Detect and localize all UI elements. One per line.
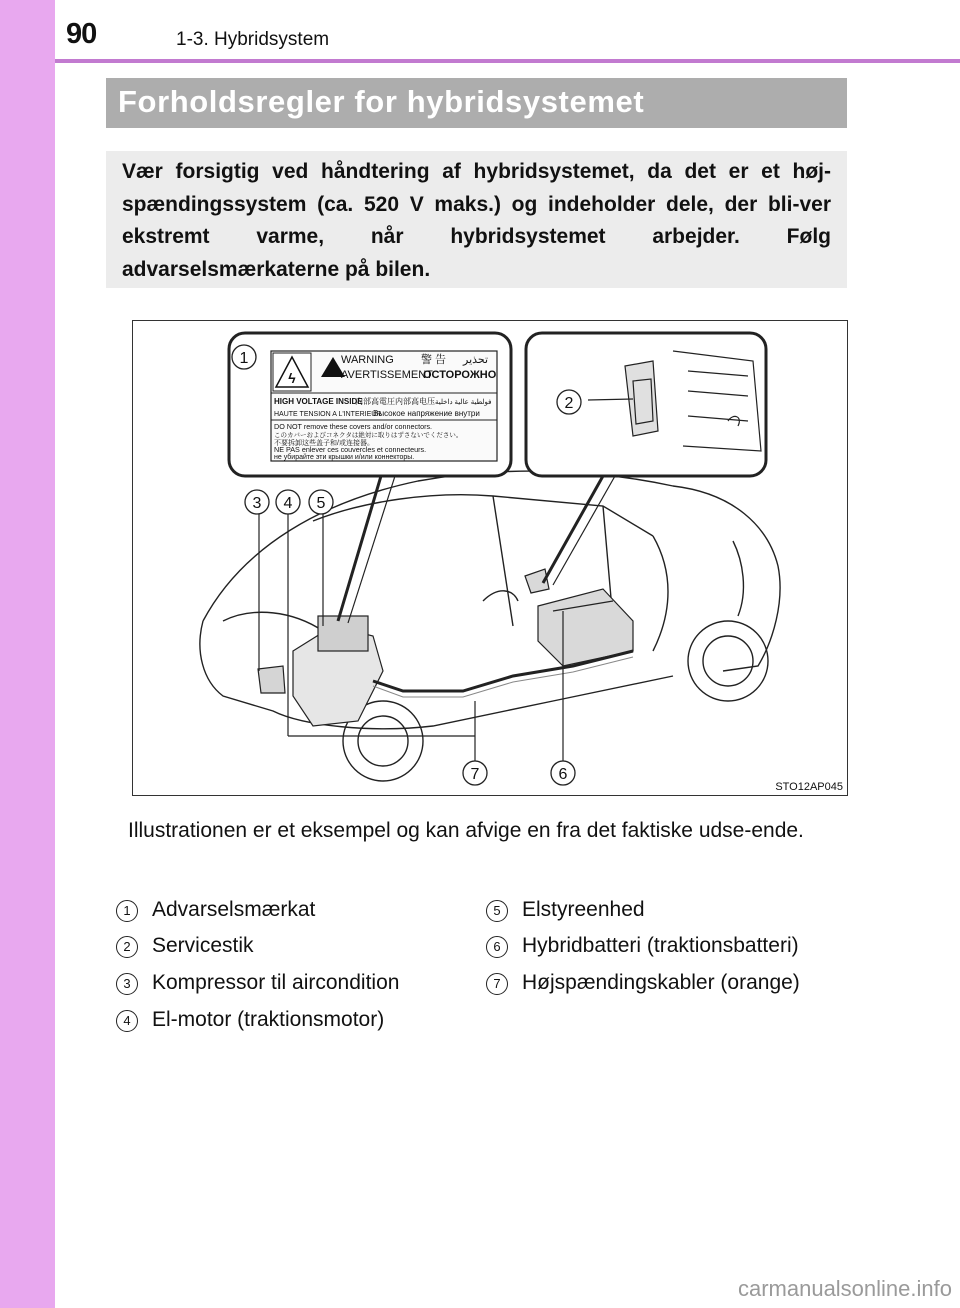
callout-1 — [232, 345, 256, 369]
label-instruction-ru: не убирайте эти крышки и/или коннекторы. — [274, 454, 415, 461]
label-hv-ja: 内部高電圧 — [355, 397, 395, 406]
hybrid-battery — [525, 569, 633, 666]
callout-4 — [276, 490, 300, 514]
legend-number: 6 — [486, 936, 508, 958]
svg-text:2: 2 — [564, 395, 574, 412]
car-illustration — [200, 471, 780, 781]
legend-number: 2 — [116, 936, 138, 958]
page-title: Forholdsregler for hybridsystemet — [118, 84, 645, 119]
legend-text: Hybridbatteri (traktionsbatteri) — [522, 934, 799, 957]
section-breadcrumb: 1-3. Hybridsystem — [176, 29, 330, 50]
warning-label — [271, 351, 497, 461]
notice-text: Vær forsigtig ved håndtering af hybridsystemet, da det er et høj-spændingssystem (ca. 520 V maks.) og indeholder dele, der bli-ver ekstremt varme, når hybridsystemet arbejder. Følg advarselsmærkaterne på bilen. — [122, 160, 831, 281]
legend-number: 5 — [486, 900, 508, 922]
notice-box — [106, 151, 847, 288]
legend-text: Servicestik — [152, 934, 254, 957]
svg-text:1: 1 — [239, 350, 249, 367]
svg-text:7: 7 — [470, 766, 480, 783]
footer-watermark: carmanualsonline.info — [737, 1276, 952, 1301]
legend-number: 7 — [486, 973, 508, 995]
hybrid-system-figure — [132, 320, 848, 796]
label-hv-zh: 内部高电压 — [395, 397, 435, 406]
page-title-bar — [106, 78, 847, 128]
label-hv-ru: Высокое напряжение внутри — [373, 409, 480, 418]
callout-2 — [557, 390, 581, 414]
figure-caption: Illustrationen er et eksempel og kan afvige en fra det faktiske udse-ende. — [128, 819, 804, 842]
legend-text: Advarselsmærkat — [152, 898, 316, 921]
page-number: 90 — [66, 18, 97, 50]
svg-text:ϟ: ϟ — [288, 370, 296, 386]
label-warning-ru: ОСТОРОЖНО — [423, 369, 497, 381]
svg-text:5: 5 — [316, 495, 326, 512]
legend-text: Elstyreenhed — [522, 898, 645, 921]
callout-6 — [551, 761, 575, 785]
label-hv-en: HIGH VOLTAGE INSIDE — [274, 397, 363, 406]
label-warning-en: WARNING — [341, 354, 394, 366]
callout-3 — [245, 490, 269, 514]
legend-text: Højspændingskabler (orange) — [522, 971, 800, 994]
legend-text: El-motor (traktionsmotor) — [152, 1008, 385, 1031]
label-avertissement: AVERTISSEMENT — [341, 369, 433, 381]
label-warning-ar: تحذير — [463, 354, 489, 366]
figure-code: STO12AP045 — [775, 781, 843, 793]
svg-text:6: 6 — [558, 766, 568, 783]
header-divider — [55, 59, 960, 63]
label-instruction-zh: 不要拆卸这些盖子和/或连接器。 — [274, 440, 374, 447]
svg-text:3: 3 — [252, 495, 262, 512]
legend-number: 4 — [116, 1010, 138, 1032]
label-hv-ar: فولطية عالية داخلية — [435, 399, 492, 406]
side-tab — [0, 0, 55, 1308]
legend-number: 1 — [116, 900, 138, 922]
callout-5 — [309, 490, 333, 514]
callout-7 — [463, 761, 487, 785]
legend-number: 3 — [116, 973, 138, 995]
label-instruction-ja: このカバーおよびコネクタは絶対に取りはずさないでください。 — [274, 432, 463, 439]
motor-and-inverter — [258, 616, 383, 726]
label-warning-ja: 警 告 — [421, 354, 447, 366]
label-hv-fr: HAUTE TENSION A L'INTERIEUR — [274, 411, 382, 418]
legend-text: Kompressor til aircondition — [152, 971, 400, 994]
label-instruction-fr: NE PAS enlever ces couvercles et connecteurs. — [274, 445, 427, 454]
svg-text:4: 4 — [283, 495, 293, 512]
label-instruction-en: DO NOT remove these covers and/or connectors. — [274, 422, 433, 431]
